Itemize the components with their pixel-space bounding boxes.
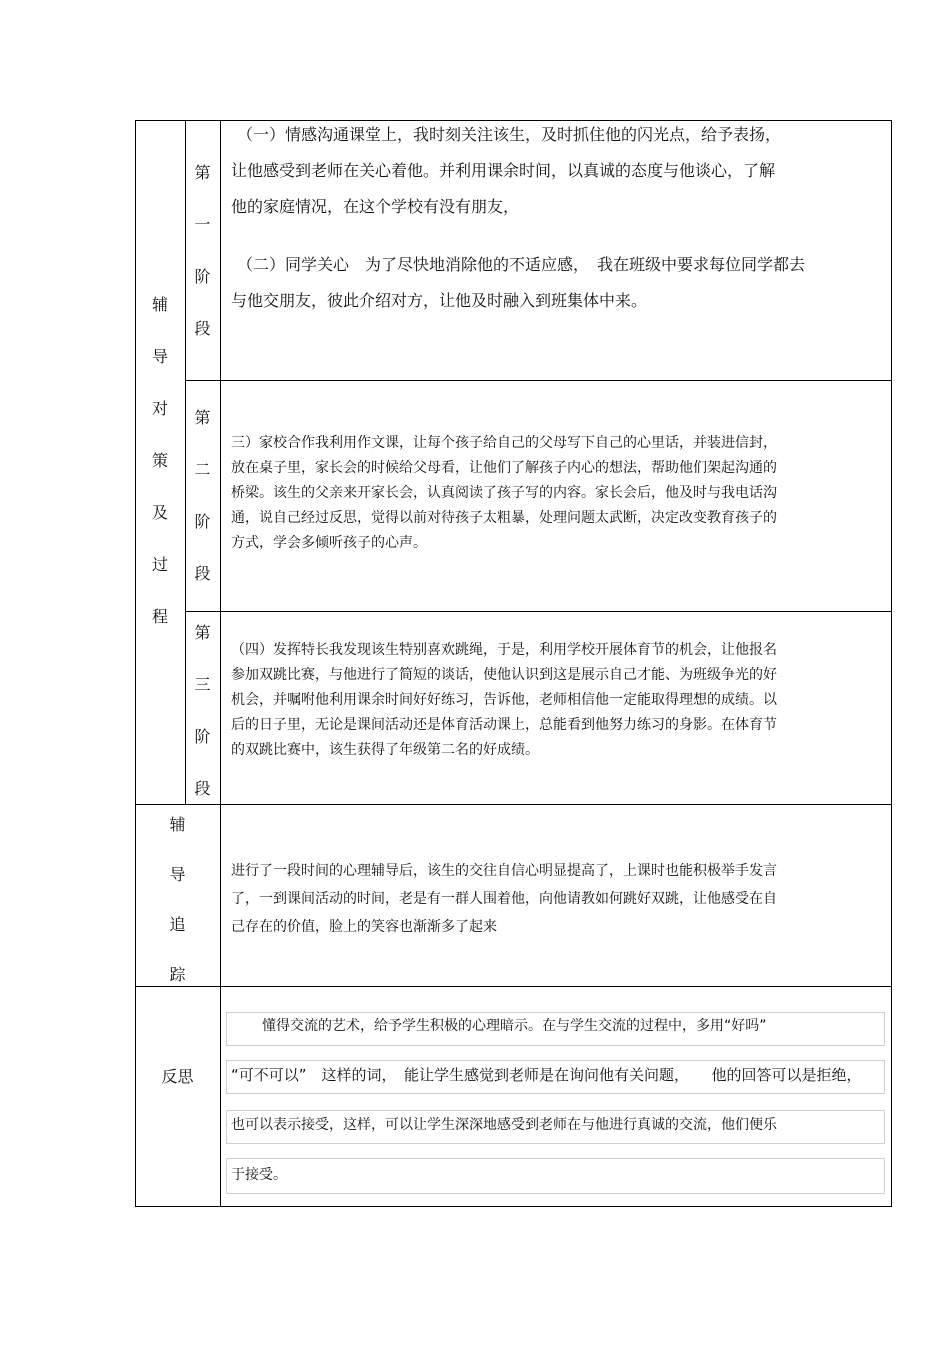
- text-line: 他的家庭情况，在这个学校有没有朋友，: [231, 197, 520, 216]
- label-char: 导: [151, 347, 168, 366]
- text-line: 让他感受到老师在关心着他。并利用课余时间，以真诚的态度与他谈心，了解: [231, 161, 776, 180]
- text-line: 通，说自己经过反思，觉得以前对待孩子太粗暴，处理问题太武断，决定改变教育孩子的: [231, 510, 777, 526]
- text-line: 方式，学会多倾听孩子的心声。: [231, 535, 427, 551]
- text-line: 后的日子里，无论是课间活动还是体育活动课上，总能看到他努力练习的身影。在体育节: [231, 717, 777, 733]
- tracking-content: [231, 857, 881, 941]
- text-line: 进行了一段时间的心理辅导后，该生的交往自信心明显提高了，上课时也能积极举手发言: [231, 863, 777, 879]
- stage-2-content: [231, 431, 881, 556]
- text-line: 的双跳比赛中，该生获得了年级第二名的好成绩。: [231, 742, 539, 758]
- label-char: 阶: [194, 512, 211, 531]
- label-char: 三: [194, 675, 211, 694]
- reflection-label: 反思: [161, 1067, 194, 1086]
- label-char: 策: [151, 451, 168, 470]
- text-line: 机会，并嘱咐他利用课余时间好好练习，告诉他，老师相信他一定能取得理想的成绩。以: [231, 692, 777, 708]
- label-char: 及: [151, 503, 168, 522]
- stage-1-label: [185, 160, 220, 368]
- label-char: 辅: [151, 295, 168, 314]
- label-char: 过: [151, 555, 168, 574]
- tracking-label: [135, 812, 220, 1012]
- label-char: 阶: [194, 727, 211, 746]
- text-line: 于接受。: [231, 1167, 287, 1183]
- label-char: 二: [194, 460, 211, 479]
- label-char: 程: [151, 607, 168, 626]
- table-divider: [135, 986, 892, 987]
- text-line: 三）家校合作我利用作文课，让每个孩子给自己的父母写下自己的心里话，并装进信封，: [231, 435, 777, 451]
- text-line: 放在桌子里，家长会的时候给父母看，让他们了解孩子内心的想法，帮助他们架起沟通的: [231, 460, 777, 476]
- label-char: 导: [169, 865, 186, 884]
- text-line: 了，一到课间活动的时间，老是有一群人围着他，向他请教如何跳好双跳，让他感受在自: [231, 891, 777, 907]
- label-char: 第: [194, 623, 211, 642]
- text-line: 懂得交流的艺术，给予学生积极的心理暗示。在与学生交流的过程中，多用“好吗”: [262, 1018, 767, 1034]
- text-line: 参加双跳比赛，与他进行了简短的谈话，使他认识到这是展示自己才能、为班级争光的好: [231, 667, 777, 683]
- table-divider: [220, 120, 221, 1207]
- text-line: 己存在的价值，脸上的笑容也渐渐多了起来: [231, 919, 497, 935]
- text-line: 桥梁。该生的父亲来开家长会，认真阅读了孩子写的内容。家长会后，他及时与我电话沟: [231, 485, 777, 501]
- text-line: “可不可以” 这样的词， 能让学生感觉到老师是在询问他有关问题， 他的回答可以是拒绝，: [231, 1066, 862, 1084]
- table-divider: [135, 804, 892, 805]
- stage-1-content: [231, 120, 886, 318]
- label-char: 阶: [194, 267, 211, 286]
- stage-3-content: [231, 638, 886, 763]
- text-line: 与他交朋友，彼此介绍对方，让他及时融入到班集体中来。: [231, 291, 648, 310]
- label-char: 第: [194, 163, 211, 182]
- label-char: 一: [194, 215, 211, 234]
- label-char: 第: [194, 408, 211, 427]
- table-divider: [185, 380, 892, 381]
- label-char: 段: [194, 564, 211, 583]
- stage-3-label: [185, 620, 220, 828]
- strategy-process-label: [135, 292, 185, 656]
- text-line: 也可以表示接受，这样，可以让学生深深地感受到老师在与他进行真诚的交流，他们便乐: [231, 1117, 777, 1133]
- label-char: 辅: [169, 815, 186, 834]
- label-char: 追: [169, 915, 186, 934]
- text-line: （一）情感沟通课堂上，我时刻关注该生，及时抓住他的闪光点，给予表扬，: [237, 125, 782, 144]
- label-char: 段: [194, 779, 211, 798]
- table-divider: [185, 611, 892, 612]
- stage-2-label: [185, 405, 220, 613]
- label-char: 踪: [169, 965, 186, 984]
- text-line: （二）同学关心 为了尽快地消除他的不适应感， 我在班级中要求每位同学都去: [237, 255, 806, 274]
- text-line: （四）发挥特长我发现该生特别喜欢跳绳，于是，利用学校开展体育节的机会，让他报名: [231, 642, 777, 658]
- reflection-line-box: [226, 1158, 885, 1194]
- label-char: 段: [194, 319, 211, 338]
- label-char: 对: [151, 399, 168, 418]
